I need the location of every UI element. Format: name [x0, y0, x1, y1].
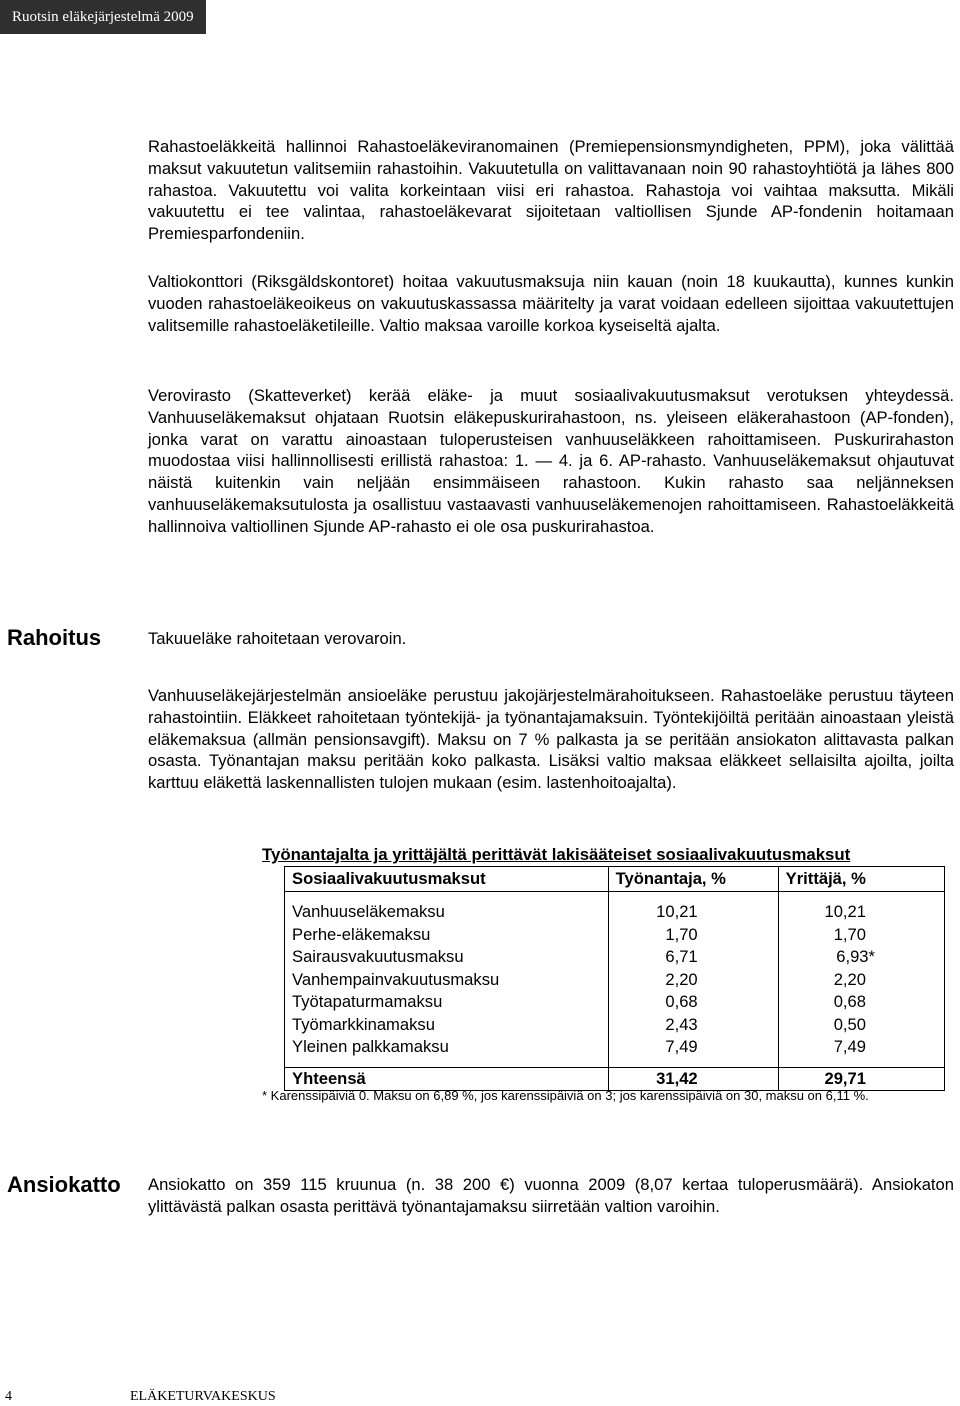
row-label: Perhe-eläkemaksu: [285, 924, 609, 947]
table-spacer: [285, 1059, 945, 1068]
total-selfemployed-value: 29,71: [778, 1067, 944, 1090]
ansiokatto-text-end: ) vuonna 2009 (8,07 kertaa tuloperusmäärä). Ansiokaton ylittävästä palkan osasta perittävä työnantajamaksu siirretään valtion varoihin.: [148, 1175, 955, 1216]
table-header-row: [285, 867, 945, 892]
paragraph-takuuelake: [148, 628, 954, 650]
row-label: Yleinen palkkamaksu: [285, 1036, 609, 1059]
paragraph-text: [148, 1174, 954, 1218]
euro-icon: €: [500, 1175, 510, 1194]
footer-organization: ELÄKETURVAKESKUS: [130, 1389, 276, 1404]
section-heading-rahoitus: Rahoitus: [7, 625, 102, 650]
paragraph-text: Takuueläke rahoitetaan verovaroin.: [148, 629, 407, 648]
table-row: [285, 924, 945, 947]
table-row: [285, 901, 945, 924]
row-employer-value: 7,49: [608, 1036, 778, 1059]
row-label: Työmarkkinamaksu: [285, 1014, 609, 1037]
row-employer-value: 0,68: [608, 991, 778, 1014]
paragraph-text: Vanhuuseläkejärjestelmän ansioeläke perustuu jakojärjestelmärahoitukseen. Rahastoeläke perustuu täyteen rahastointiin. Eläkkeet rahoitetaan työntekijä- ja työnantajamaksuin. Työntekijöiltä peritään ainoastaan yleistä eläkemaksua (allmän pensionsavgift). Maksu on 7 % palkasta ja se peritään ansiokaton alittavasta palkan osasta. Työnantajan maksu peritään koko palkasta. Lisäksi valtio maksaa eläkkeet sellaisilta ajoilta, joilta karttuu eläkettä laskennallisten tulojen mukaan (esim. lastenhoitoajalta).: [148, 686, 954, 793]
page-number: 4: [5, 1389, 12, 1404]
row-selfemployed-value: 0,50: [778, 1014, 944, 1037]
table-row: [285, 946, 945, 969]
paragraph-text: Valtiokonttori (Riksgäldskontoret) hoitaa vakuutusmaksuja niin kauan (noin 18 kuukautta), kunnes kunkin vuoden rahastoeläkeoikeus on vakuutuskassassa määritelty ja varat voidaan edelleen sijoittaa vakuutettujen valitsemille rahastoeläketileille. Valtio maksaa varoille korkoa kyseiseltä ajalta.: [148, 272, 954, 335]
paragraph-ansioelake-rahoitus: [148, 685, 954, 794]
running-header-title: Ruotsin eläkejärjestelmä 2009: [12, 8, 194, 25]
running-header: [0, 0, 206, 34]
header-cell-employer: Työnantaja, %: [608, 867, 778, 892]
table-row: [285, 969, 945, 992]
table-spacer: [285, 892, 945, 902]
row-label: Vanhempainvakuutusmaksu: [285, 969, 609, 992]
total-employer-value: 31,42: [608, 1067, 778, 1090]
table-title: Työnantajalta ja yrittäjältä perittävät lakisääteiset sosiaalivakuutusmaksut: [262, 845, 851, 864]
paragraph-valtiokonttori: [148, 271, 954, 336]
row-employer-value: 2,43: [608, 1014, 778, 1037]
paragraph-ansiokatto: [148, 1174, 954, 1218]
paragraph-rahastoelake: [148, 136, 954, 245]
row-selfemployed-value: 10,21: [778, 901, 944, 924]
ansiokatto-text-start: Ansiokatto on 359 115 kruunua (n. 38 200: [148, 1175, 500, 1194]
row-selfemployed-value: 0,68: [778, 991, 944, 1014]
row-employer-value: 6,71: [608, 946, 778, 969]
section-heading-ansiokatto: Ansiokatto: [7, 1172, 121, 1197]
row-label: Vanhuuseläkemaksu: [285, 901, 609, 924]
row-label: Sairausvakuutusmaksu: [285, 946, 609, 969]
paragraph-text: Rahastoeläkkeitä hallinnoi Rahastoeläkeviranomainen (Premiepensionsmyndigheten, PPM), joka välittää maksut vakuutetun valitsemiin rahastoihin. Vakuutetulla on valittavanaan noin 90 rahastoyhtiötä ja lähes 800 rahastoa. Vakuutettu voi valita korkeintaan viisi eri rahastoa. Rahastoja voi vaihtaa maksutta. Mikäli vakuutettu ei tee valintaa, rahastoeläkevarat sijoitetaan valtiollisen Sjunde AP-fondenin hoitamaan Premiesparfondeniin.: [148, 137, 954, 244]
row-selfemployed-value: 7,49: [778, 1036, 944, 1059]
row-selfemployed-value: 2,20: [778, 969, 944, 992]
row-label: Työtapaturmamaksu: [285, 991, 609, 1014]
row-employer-value: 10,21: [608, 901, 778, 924]
table-row: [285, 991, 945, 1014]
total-label: Yhteensä: [285, 1067, 609, 1090]
header-cell-selfemployed: Yrittäjä, %: [778, 867, 944, 892]
table-row: [285, 1036, 945, 1059]
row-employer-value: 2,20: [608, 969, 778, 992]
row-selfemployed-value: 6,93*: [778, 946, 944, 969]
table-footnote: * Karenssipäiviä 0. Maksu on 6,89 %, jos karenssipäiviä on 3; jos karenssipäiviä on 30, maksu on 6,11 %.: [262, 1088, 869, 1103]
row-employer-value: 1,70: [608, 924, 778, 947]
paragraph-text: Verovirasto (Skatteverket) kerää eläke- ja muut sosiaalivakuutusmaksut verotuksen yhteydessä. Vanhuuseläkemaksut ohjataan Ruotsin eläkepuskurirahastoon, ns. yleiseen eläkerahastoon (AP-fonden), jonka varat on varattu ainoastaan tuloperusteisen vanhuuseläkkeen rahoittamiseen. Puskurirahaston muodostaa viisi hallinnollisesti erillistä rahastoa: 1. — 4. ja 6. AP-rahasto. Vanhuuseläkemaksut ohjautuvat näistä kuitenkin vain neljään ensimmäiseen rahastoon. Kukin rahasto saa neljänneksen vanhuuseläkemaksutulosta ja osallistuu vastaavasti vanhuuseläkemenojen rahoittamiseen. Rahastoeläkkeitä hallinnoiva valtiollinen Sjunde AP-rahasto ei ole osa puskurirahastoa.: [148, 386, 954, 536]
contributions-table: [284, 866, 945, 1091]
header-cell-name: Sosiaalivakuutusmaksut: [285, 867, 609, 892]
row-selfemployed-value: 1,70: [778, 924, 944, 947]
paragraph-verovirasto: [148, 385, 954, 538]
table-row: [285, 1014, 945, 1037]
